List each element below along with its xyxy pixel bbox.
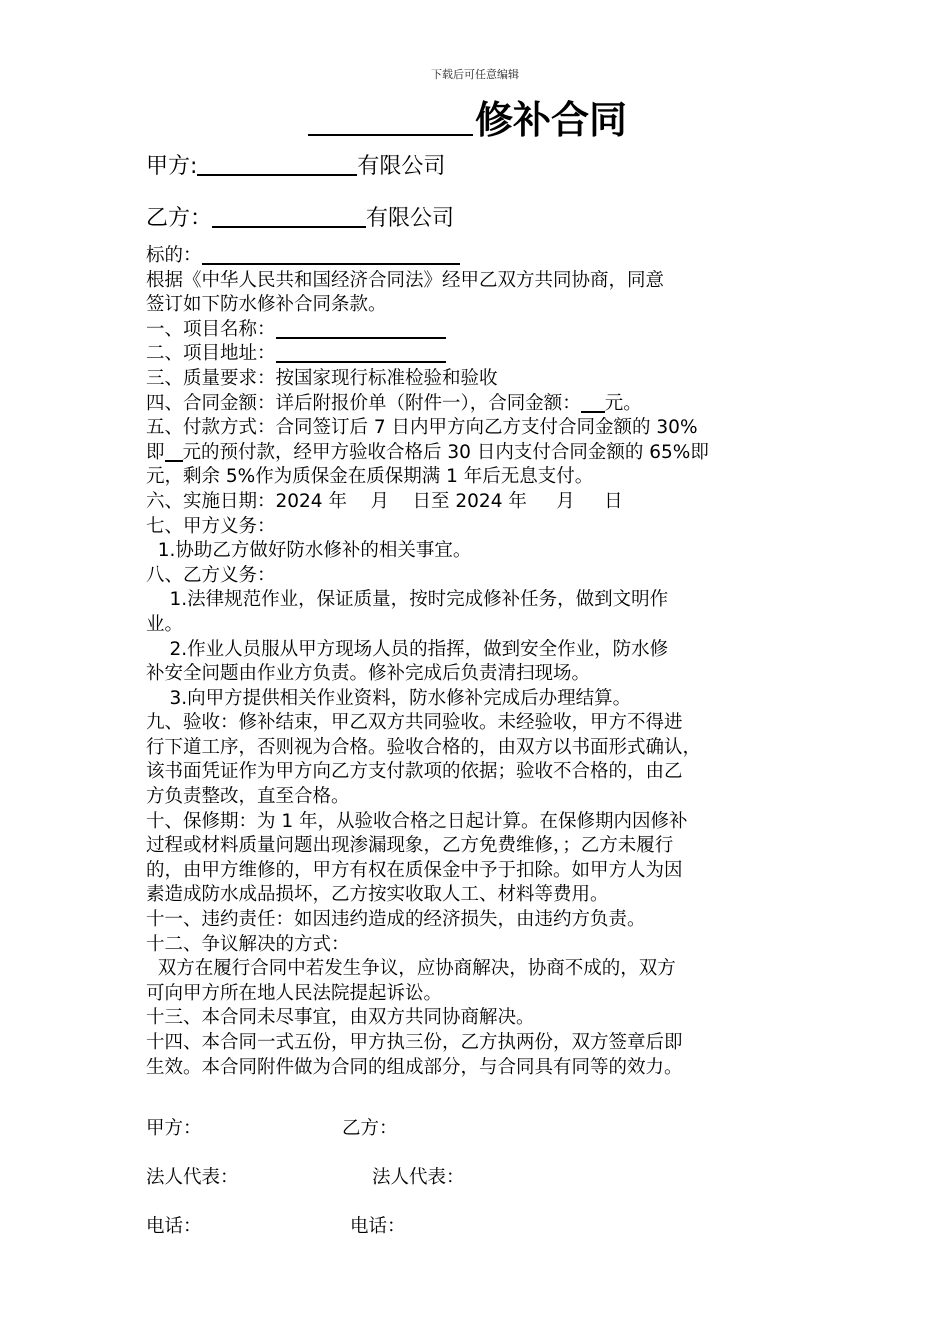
item-7: 七、甲方义务： (146, 515, 276, 537)
item-1 (146, 318, 816, 343)
item-5-text: 元的预付款，经甲方验收合格后 30 日内支付合同金额的 65%即 (182, 441, 709, 463)
item-9-line-1: 九、验收：修补结束，甲乙双方共同验收。未经验收，甲方不得进 (146, 712, 683, 734)
item-5-line-3: 元，剩余 5%作为质保金在质保期满 1 年后无息支付。 (146, 466, 594, 488)
item-11: 十一、违约责任：如因违约造成的经济损失，由违约方负责。 (146, 909, 646, 931)
item-9-line-3: 该书面凭证作为甲方向乙方支付款项的依据；验收不合格的，由乙 (146, 761, 683, 783)
party-b-label: 乙方： (146, 206, 213, 231)
party-b-suffix: 有限公司 (366, 206, 455, 231)
item-1-blank (276, 318, 446, 339)
item-1-label: 一、项目名称： (146, 318, 276, 340)
item-4-blank (581, 392, 605, 413)
item-4-text: 四、合同金额：详后附报价单（附件一），合同金额： (146, 392, 581, 414)
header-note: 下载后可任意编辑 (431, 68, 519, 81)
item-2-label: 二、项目地址： (146, 343, 276, 365)
party-a-suffix: 有限公司 (357, 154, 446, 179)
sign-phone-a: 电话： (146, 1216, 202, 1237)
item-10-line-4: 素造成防水成品损坏，乙方按实收取人工、材料等费用。 (146, 884, 609, 906)
item-12: 十二、争议解决的方式： (146, 933, 350, 955)
item-10-line-3: 的，由甲方维修的，甲方有权在质保金中予于扣除。如甲方人为因 (146, 859, 683, 881)
item-6: 六、实施日期：2024 年 月 日至 2024 年 月 日 (146, 490, 623, 512)
sign-phone-b: 电话： (350, 1216, 406, 1237)
sign-rep-b: 法人代表： (372, 1167, 465, 1188)
item-14-line-2: 生效。本合同附件做为合同的组成部分，与合同具有同等的效力。 (146, 1056, 683, 1078)
item-2-blank (276, 342, 446, 363)
item-5-line-1: 五、付款方式：合同签订后 7 日内甲方向乙方支付合同金额的 30% (146, 417, 698, 439)
party-b-line (146, 204, 454, 234)
sign-party-a: 甲方： (146, 1118, 202, 1139)
item-2 (146, 342, 816, 367)
subject-blank (202, 244, 460, 265)
intro-line-2: 签订如下防水修补合同条款。 (146, 294, 387, 316)
item-7-1: 1.协助乙方做好防水修补的相关事宜。 (146, 540, 472, 562)
item-9-line-4: 方负责整改，直至合格。 (146, 786, 350, 808)
item-3: 三、质量要求：按国家现行标准检验和验收 (146, 367, 498, 389)
item-5-blank (165, 441, 183, 462)
item-12-line-2: 可向甲方所在地人民法院提起诉讼。 (146, 982, 443, 1004)
item-8-3: 3.向甲方提供相关作业资料，防水修补完成后办理结算。 (146, 687, 632, 709)
item-8-1b: 业。 (146, 613, 184, 635)
item-4 (146, 392, 816, 417)
item-10-line-2: 过程或材料质量问题出现渗漏现象，乙方免费维修，；乙方未履行 (146, 835, 674, 857)
sign-rep-a: 法人代表： (146, 1167, 239, 1188)
item-8: 八、乙方义务： (146, 564, 276, 586)
item-5-prefix: 即 (146, 441, 165, 463)
party-a-label: 甲方: (146, 154, 198, 179)
intro-line-1: 根据《中华人民共和国经济合同法》经甲乙双方共同协商，同意 (146, 269, 665, 291)
title-text: 修补合同 (475, 98, 628, 142)
item-8-2a: 2.作业人员服从甲方现场人员的指挥，做到安全作业，防水修 (146, 638, 669, 660)
party-a-line (146, 152, 445, 182)
title-blank-line (308, 96, 473, 136)
item-13: 十三、本合同未尽事宜，由双方共同协商解决。 (146, 1007, 535, 1029)
party-a-blank (197, 152, 357, 176)
item-9-line-2: 行下道工序，否则视为合格。验收合格的，由双方以书面形式确认， (146, 736, 702, 758)
document-title (308, 96, 627, 144)
item-12-line-1: 双方在履行合同中若发生争议，应协商解决，协商不成的，双方 (146, 958, 676, 980)
item-10-line-1: 十、保修期：为 1 年，从验收合格之日起计算。在保修期内因修补 (146, 810, 688, 832)
item-4-suffix: 元。 (604, 392, 642, 414)
item-8-1a: 1.法律规范作业，保证质量，按时完成修补任务，做到文明作 (146, 589, 669, 611)
item-8-2b: 补安全问题由作业方负责。修补完成后负责清扫现场。 (146, 663, 591, 685)
item-5-line-2 (146, 441, 816, 466)
item-14-line-1: 十四、本合同一式五份，甲方执三份，乙方执两份，双方签章后即 (146, 1032, 683, 1053)
sign-party-b: 乙方： (342, 1118, 398, 1139)
subject-line (146, 244, 816, 269)
party-b-blank (212, 204, 366, 228)
subject-label: 标的： (146, 245, 202, 266)
contract-body (146, 244, 816, 1080)
